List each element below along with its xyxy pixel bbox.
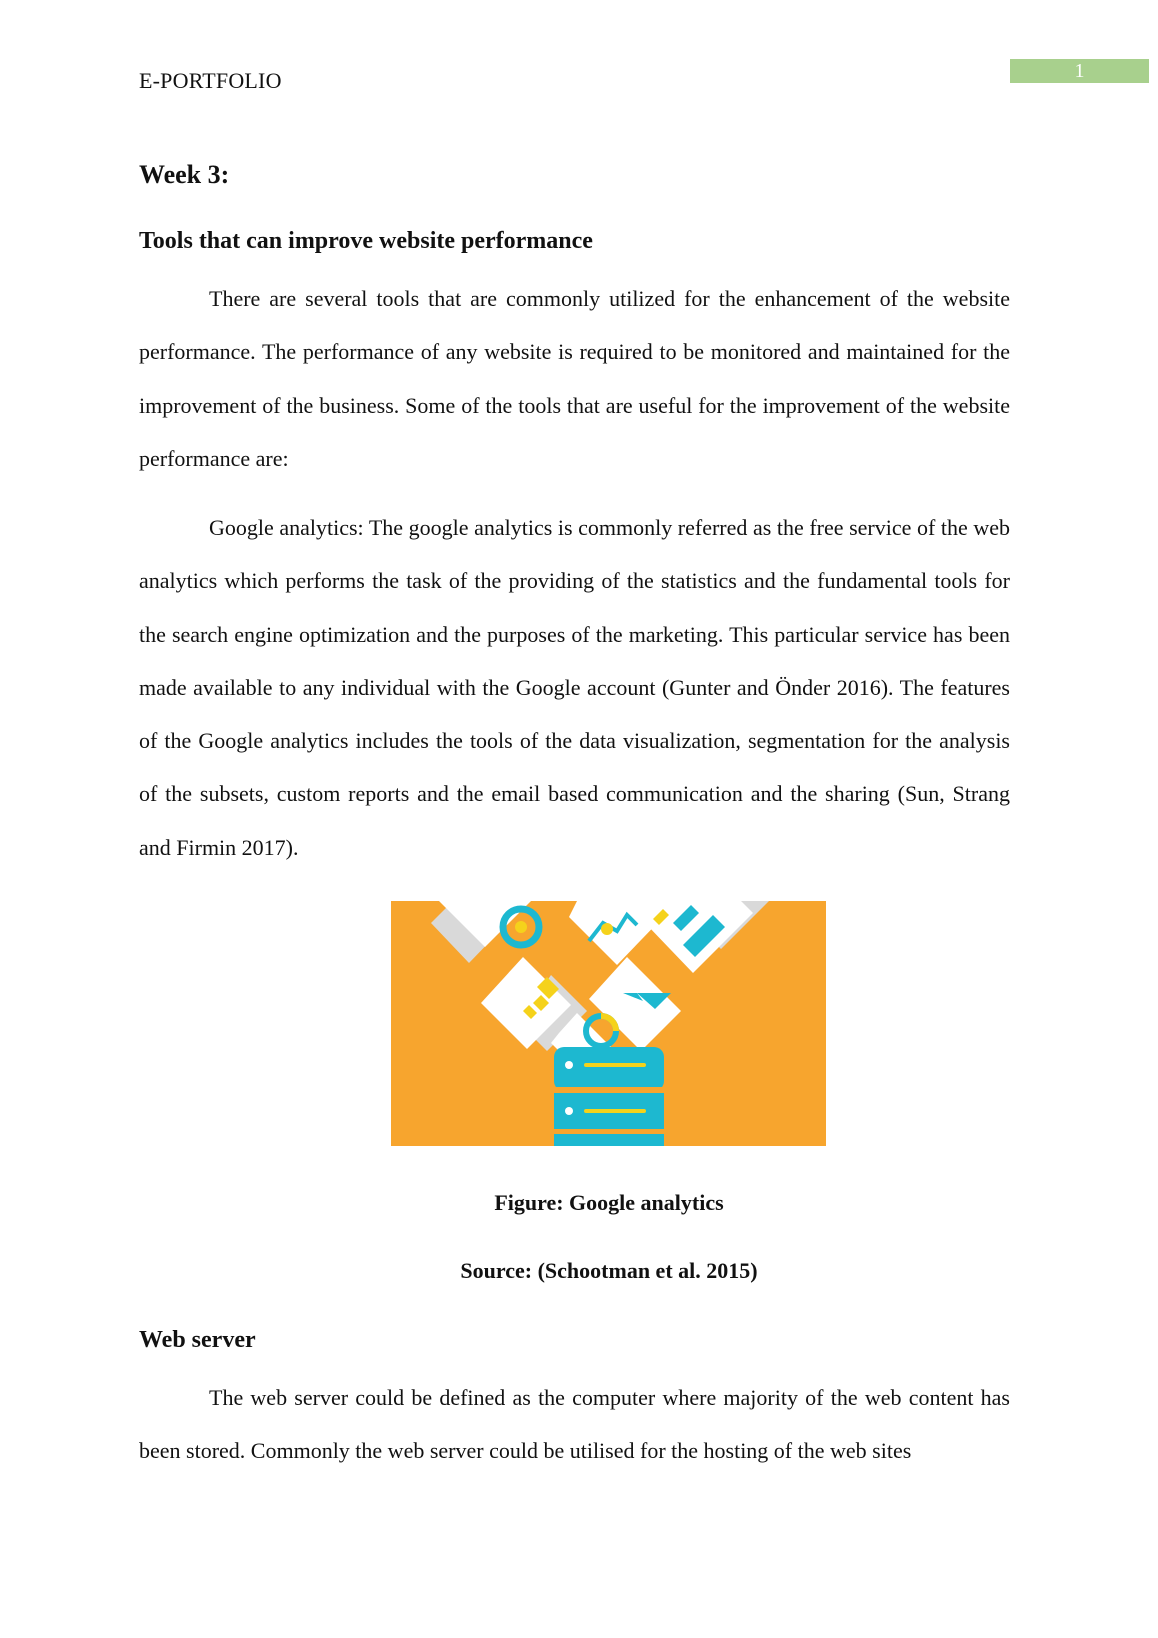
server-led: [565, 1061, 573, 1069]
figure-caption: Figure: Google analytics: [494, 1190, 724, 1215]
section-heading-tools: Tools that can improve website performance: [139, 228, 593, 254]
section-heading-web-server: Web server: [139, 1327, 256, 1353]
paragraph-intro: There are several tools that are commonly utilized for the enhancement of the website performance. The performance of any website is required to be monitored and maintained for the improvement of the business. Some of the tools that are useful for the improvement of the website performance are:: [139, 286, 1010, 471]
donut-center: [515, 921, 527, 933]
google-analytics-figure: [391, 901, 826, 1146]
server-unit-bottom: [554, 1134, 664, 1146]
paragraph-google-analytics: Google analytics: The google analytics is commonly referred as the free service of the web analytics which performs the task of the providing of the statistics and the fundamental tools for the search engine optimization and the purposes of the marketing. This particular service has been made available to any individual with the Google account (Gunter and Önder 2016). The features of the Google analytics includes the tools of the data visualization, segmentation for the analysis of the subsets, custom reports and the email based communication and the sharing (Sun, Strang and Firmin 2017).: [139, 515, 1010, 860]
page-number: 1: [1010, 59, 1149, 83]
server-unit-top: [554, 1047, 664, 1091]
server-slot: [584, 1109, 646, 1113]
server-gap: [554, 1129, 664, 1134]
server-slot: [584, 1063, 646, 1067]
running-head: E-PORTFOLIO: [139, 68, 282, 93]
server-led: [565, 1107, 573, 1115]
paragraph-web-server: The web server could be defined as the computer where majority of the web content has been stored. Commonly the web server could be utilised for the hosting of the web sites: [139, 1385, 1010, 1464]
server-gap: [554, 1087, 664, 1093]
line-chart-dot: [601, 923, 613, 935]
analytics-illustration: [391, 901, 826, 1146]
figure-source: Source: (Schootman et al. 2015): [460, 1258, 758, 1283]
week-heading: Week 3:: [139, 160, 230, 189]
